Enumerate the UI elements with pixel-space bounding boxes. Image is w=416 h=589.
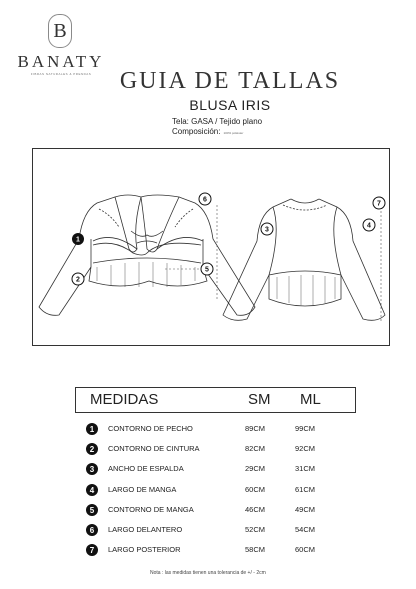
table-row [86,524,336,539]
row-label: LARGO POSTERIOR [108,545,181,554]
row-label: CONTORNO DE MANGA [108,505,194,514]
row-ml-value: 31CM [295,464,316,473]
row-ml-value: 60CM [295,545,316,554]
marker-3 [261,223,273,235]
composition-label: Composición: [172,127,221,136]
back-view-drawing [223,199,385,320]
marker-2-label: 2 [76,276,80,284]
row-sm-value: 60CM [245,485,266,494]
marker-4 [363,219,375,231]
brand-name: BANATY [17,52,105,71]
row-sm-value: 52CM [245,525,266,534]
table-row [86,504,336,519]
row-ml-value: 49CM [295,505,316,514]
row-number: 6 [86,524,98,536]
row-sm-value: 58CM [245,545,266,554]
row-number: 7 [86,544,98,556]
size-table-header [75,387,356,413]
garment-diagram-frame [32,148,390,346]
table-row [86,544,336,559]
marker-5 [201,263,213,275]
marker-7 [373,197,385,209]
composition-value: 100% poliéster [223,131,244,135]
row-number: 4 [86,484,98,496]
tolerance-note: Nota : las medidas tienen una tolerancia de +/ - 2cm [150,570,266,576]
fabric-info: Tela: GASA / Tejido plano [172,117,263,126]
row-number: 3 [86,463,98,475]
marker-3-label: 3 [265,226,269,234]
marker-7-label: 7 [377,200,381,208]
header-sm: SM [248,391,271,408]
composition-info [172,127,243,136]
row-sm-value: 29CM [245,464,266,473]
header-ml: ML [300,391,321,408]
marker-2 [72,273,84,285]
row-label: CONTORNO DE CINTURA [108,444,200,453]
row-number: 5 [86,504,98,516]
row-label: ANCHO DE ESPALDA [108,464,184,473]
brand-logo [48,14,72,48]
page-title: GUIA DE TALLAS [119,68,341,94]
row-number: 1 [86,423,98,435]
row-sm-value: 82CM [245,444,266,453]
row-number: 2 [86,443,98,455]
marker-6 [199,193,211,205]
row-ml-value: 54CM [295,525,316,534]
product-name: BLUSA IRIS [189,97,271,113]
table-row [86,463,336,478]
table-row [86,423,336,438]
row-ml-value: 92CM [295,444,316,453]
garment-diagram [33,149,391,347]
table-row [86,484,336,499]
front-view-drawing [39,195,255,315]
row-label: LARGO DE MANGA [108,485,177,494]
row-label: LARGO DELANTERO [108,525,183,534]
row-sm-value: 46CM [245,505,266,514]
brand-tagline: FIBRAS NATURALES & PRENDAS [30,72,92,76]
marker-1 [72,233,84,245]
marker-5-label: 5 [205,266,209,274]
marker-4-label: 4 [367,222,371,230]
row-ml-value: 99CM [295,424,316,433]
row-label: CONTORNO DE PECHO [108,424,193,433]
marker-1-label: 1 [76,236,80,244]
header-measure: MEDIDAS [90,391,159,408]
row-ml-value: 61CM [295,485,316,494]
table-row [86,443,336,458]
brand-logo-letter: B [53,19,67,42]
row-sm-value: 89CM [245,424,266,433]
marker-6-label: 6 [203,196,207,204]
